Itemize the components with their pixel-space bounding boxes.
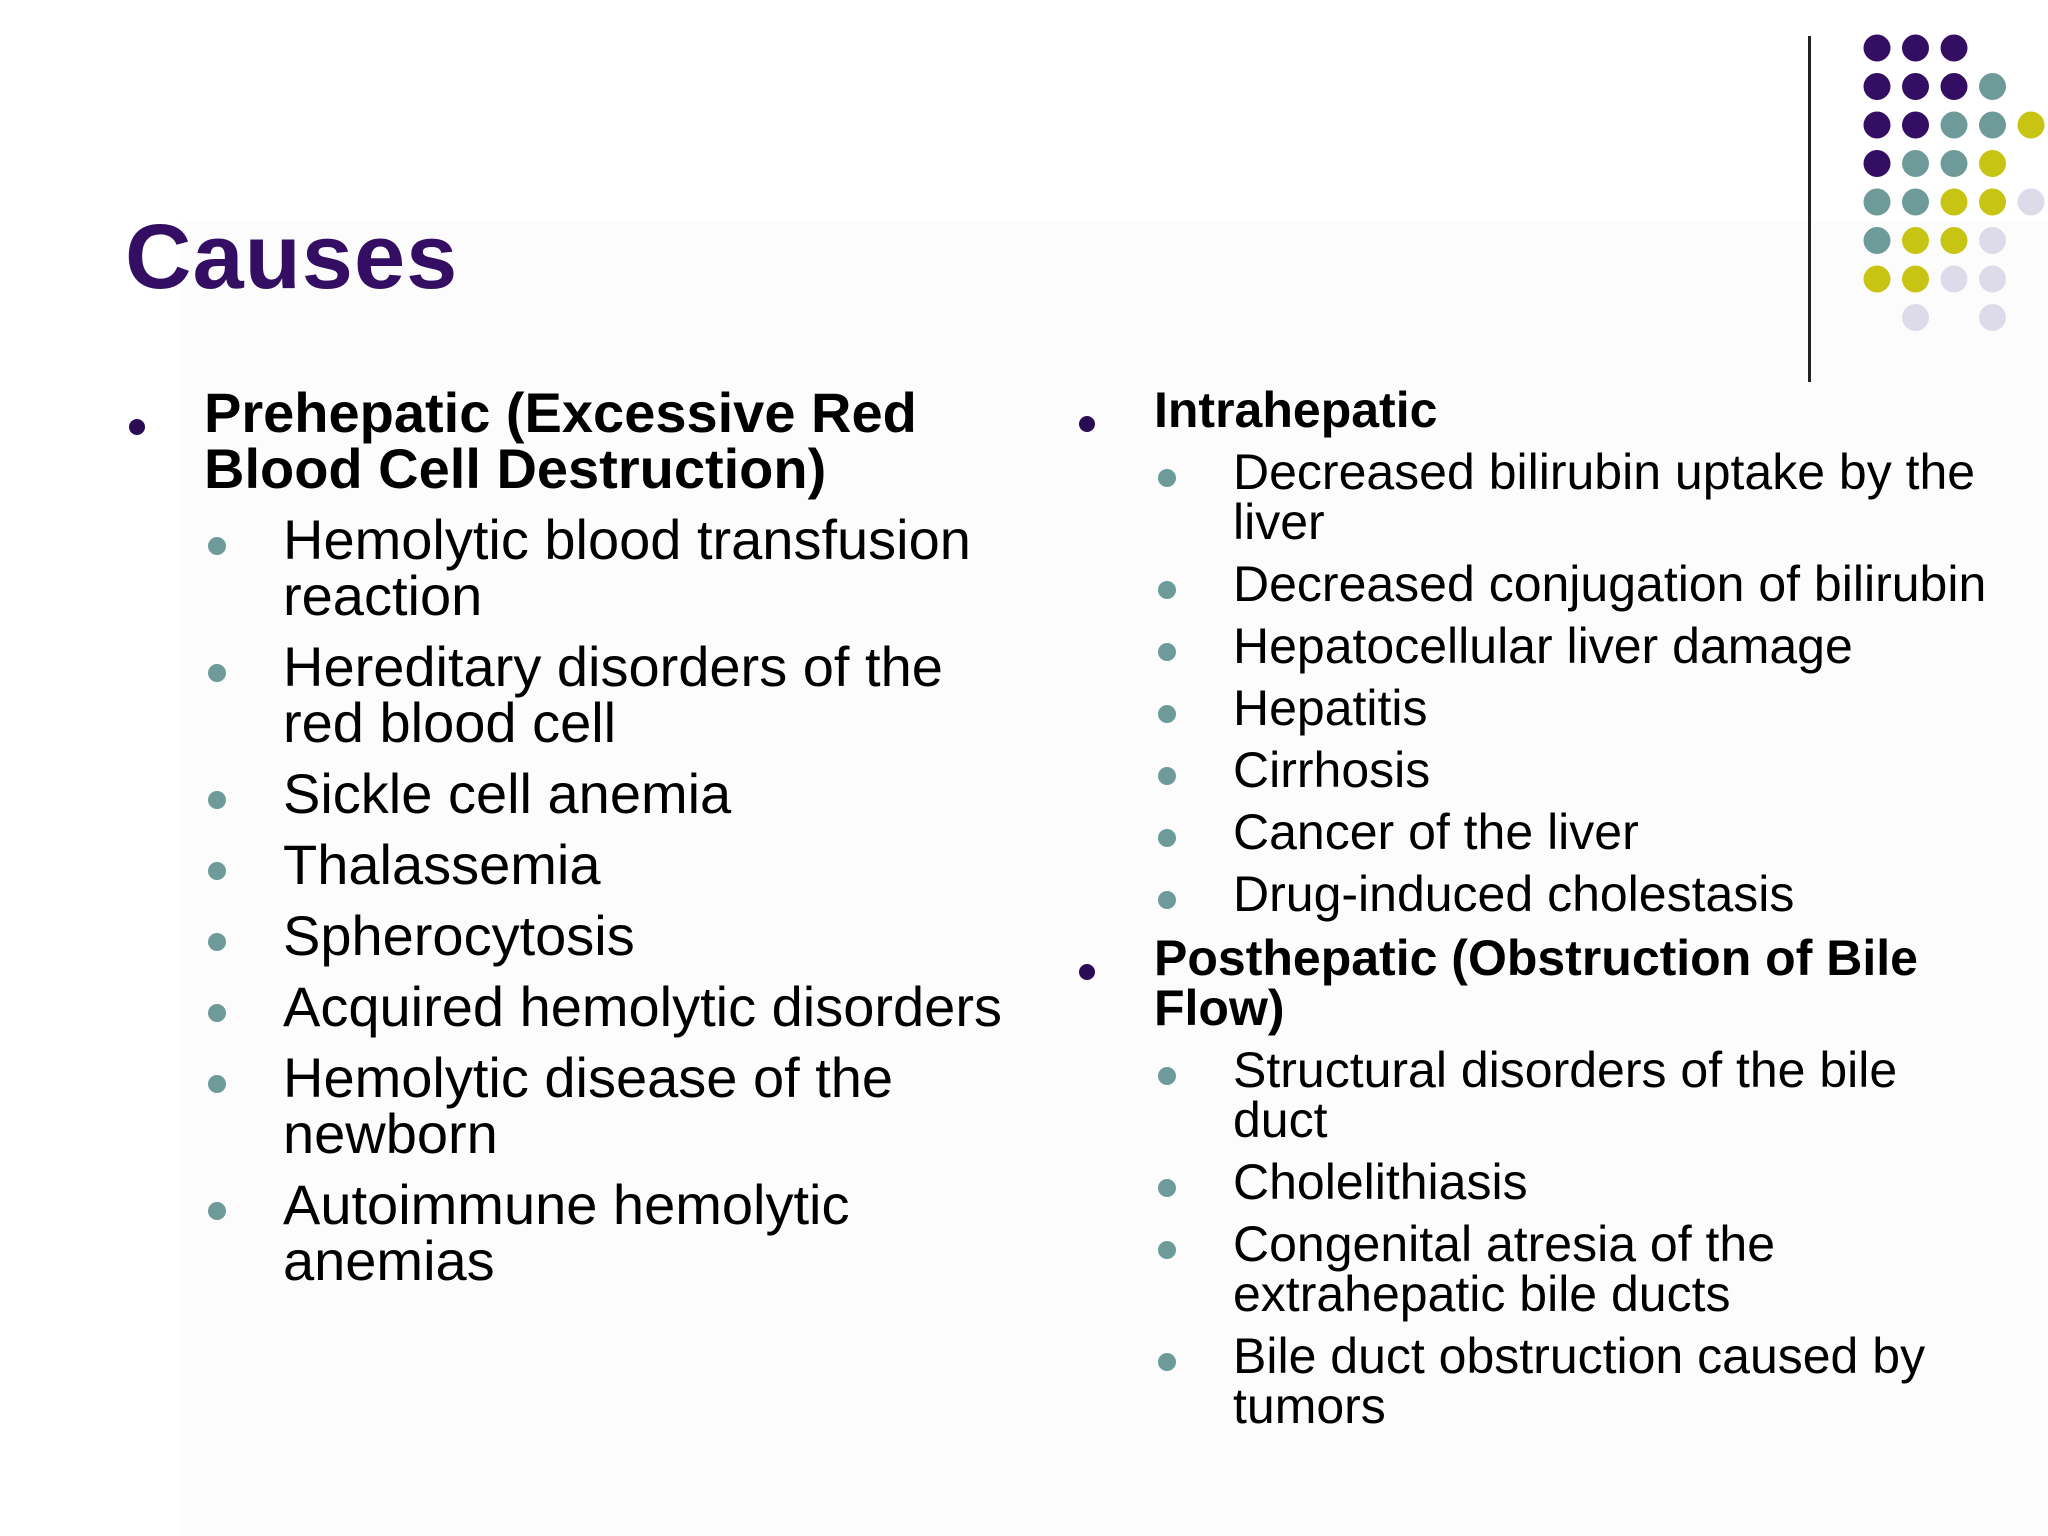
level1-bullet-dot bbox=[1079, 416, 1095, 432]
level2-bullet-dot bbox=[1158, 1179, 1176, 1197]
dot-grid-logo bbox=[0, 0, 2048, 340]
list-item bbox=[204, 762, 1020, 825]
list-item bbox=[1154, 556, 1990, 612]
level2-bullet-dot bbox=[208, 862, 226, 880]
decorative-dot-lavender bbox=[1979, 304, 2006, 331]
decorative-dot-lavender bbox=[1941, 266, 1968, 293]
level2-bullet-dot bbox=[1158, 1067, 1176, 1085]
level2-bullet-dot bbox=[1158, 829, 1176, 847]
decorative-dot-lavender bbox=[1902, 304, 1929, 331]
right-section-intrahepatic bbox=[1070, 382, 1990, 922]
left-section-prehepatic bbox=[120, 381, 1020, 1292]
list-item-text: Acquired hemolytic disorders bbox=[283, 975, 1002, 1038]
decorative-dot-olive bbox=[1941, 189, 1968, 216]
level2-bullet-dot bbox=[1158, 1353, 1176, 1371]
list-item-text: Decreased bilirubin uptake by the liver bbox=[1233, 444, 1976, 550]
right-column bbox=[1070, 382, 1990, 1434]
slide-title: Causes bbox=[125, 206, 459, 308]
decorative-dot-teal bbox=[1864, 189, 1891, 216]
level2-bullet-dot bbox=[1158, 1241, 1176, 1259]
level1-bullet-dot bbox=[129, 419, 145, 435]
level2-bullet-dot bbox=[208, 664, 226, 682]
list-item-text: Hepatitis bbox=[1233, 680, 1428, 736]
list-item bbox=[1154, 1154, 1990, 1210]
list-item-text: Hepatocellular liver damage bbox=[1233, 618, 1853, 674]
list-item-text: Thalassemia bbox=[283, 833, 601, 896]
decorative-dot-teal bbox=[1902, 150, 1929, 177]
list-item-text: Cirrhosis bbox=[1233, 742, 1431, 798]
level2-bullet-dot bbox=[1158, 891, 1176, 909]
list-item bbox=[1154, 618, 1990, 674]
list-item-text: Congenital atresia of the extrahepatic bile ducts bbox=[1233, 1216, 1776, 1322]
level2-bullet-dot bbox=[208, 1004, 226, 1022]
list-item bbox=[1154, 1216, 1990, 1322]
decorative-dot-purple bbox=[1902, 112, 1929, 139]
list-item bbox=[204, 833, 1020, 896]
list-item-text: Structural disorders of the bile duct bbox=[1233, 1042, 1898, 1148]
list-item bbox=[204, 635, 1020, 754]
list-item bbox=[1154, 444, 1990, 550]
decorative-dot-teal bbox=[1979, 112, 2006, 139]
decorative-dot-teal bbox=[1941, 150, 1968, 177]
level2-bullet-dot bbox=[1158, 581, 1176, 599]
list-item-text: Drug-induced cholestasis bbox=[1233, 866, 1795, 922]
decorative-dot-purple bbox=[1902, 73, 1929, 100]
decorative-dot-olive bbox=[1864, 266, 1891, 293]
list-item-text: Cholelithiasis bbox=[1233, 1154, 1528, 1210]
decorative-dot-teal bbox=[1902, 189, 1929, 216]
left-bullet-list bbox=[120, 381, 1020, 1292]
decorative-dot-purple bbox=[1864, 150, 1891, 177]
decorative-dot-olive bbox=[1902, 227, 1929, 254]
list-item-text: Hereditary disorders of the red blood cell bbox=[283, 635, 943, 754]
list-item-text: Decreased conjugation of bilirubin bbox=[1233, 556, 1987, 612]
section-heading: Intrahepatic bbox=[1154, 382, 1438, 438]
section-heading: Posthepatic (Obstruction of Bile Flow) bbox=[1154, 930, 1918, 1036]
list-item bbox=[1154, 866, 1990, 922]
list-item-text: Hemolytic disease of the newborn bbox=[283, 1046, 894, 1165]
decorative-dot-purple bbox=[1941, 35, 1968, 62]
decorative-dot-teal bbox=[1864, 227, 1891, 254]
decorative-dot-lavender bbox=[1979, 266, 2006, 293]
decorative-dot-olive bbox=[2018, 112, 2045, 139]
level2-bullet-dot bbox=[208, 1202, 226, 1220]
list-item bbox=[1154, 1042, 1990, 1148]
level2-bullet-dot bbox=[208, 791, 226, 809]
sub-bullet-list bbox=[1154, 444, 1990, 922]
list-item bbox=[1154, 680, 1990, 736]
list-item-text: Autoimmune hemolytic anemias bbox=[283, 1173, 850, 1292]
decorative-dot-purple bbox=[1941, 73, 1968, 100]
list-item-text: Bile duct obstruction caused by tumors bbox=[1233, 1328, 1926, 1434]
decorative-dot-purple bbox=[1864, 112, 1891, 139]
sub-bullet-list bbox=[1154, 1042, 1990, 1434]
level2-bullet-dot bbox=[1158, 705, 1176, 723]
right-section-posthepatic bbox=[1070, 930, 1990, 1434]
level2-bullet-dot bbox=[1158, 767, 1176, 785]
list-item-text: Hemolytic blood transfusion reaction bbox=[283, 508, 971, 627]
list-item bbox=[204, 975, 1020, 1038]
decorative-dot-olive bbox=[1941, 227, 1968, 254]
decorative-dot-purple bbox=[1902, 35, 1929, 62]
decorative-dot-olive bbox=[1979, 150, 2006, 177]
list-item bbox=[204, 508, 1020, 627]
level2-bullet-dot bbox=[208, 1075, 226, 1093]
list-item bbox=[204, 904, 1020, 967]
decorative-dot-olive bbox=[1979, 189, 2006, 216]
list-item bbox=[1154, 742, 1990, 798]
list-item bbox=[1154, 804, 1990, 860]
decorative-dot-lavender bbox=[1979, 227, 2006, 254]
level2-bullet-dot bbox=[208, 537, 226, 555]
sub-bullet-list bbox=[204, 508, 1020, 1292]
decorative-dot-purple bbox=[1864, 73, 1891, 100]
level2-bullet-dot bbox=[208, 933, 226, 951]
decorative-dot-teal bbox=[1979, 73, 2006, 100]
list-item bbox=[204, 1173, 1020, 1292]
list-item bbox=[204, 1046, 1020, 1165]
level2-bullet-dot bbox=[1158, 643, 1176, 661]
decorative-dot-olive bbox=[1902, 266, 1929, 293]
left-column bbox=[120, 381, 1020, 1292]
decorative-dot-lavender bbox=[2018, 189, 2045, 216]
list-item bbox=[1154, 1328, 1990, 1434]
list-item-text: Spherocytosis bbox=[283, 904, 635, 967]
level2-bullet-dot bbox=[1158, 469, 1176, 487]
decorative-dot-teal bbox=[1941, 112, 1968, 139]
section-heading: Prehepatic (Excessive Red Blood Cell Destruction) bbox=[204, 381, 917, 500]
level1-bullet-dot bbox=[1079, 964, 1095, 980]
right-bullet-list bbox=[1070, 382, 1990, 1434]
list-item-text: Sickle cell anemia bbox=[283, 762, 732, 825]
decorative-dot-purple bbox=[1864, 35, 1891, 62]
list-item-text: Cancer of the liver bbox=[1233, 804, 1639, 860]
